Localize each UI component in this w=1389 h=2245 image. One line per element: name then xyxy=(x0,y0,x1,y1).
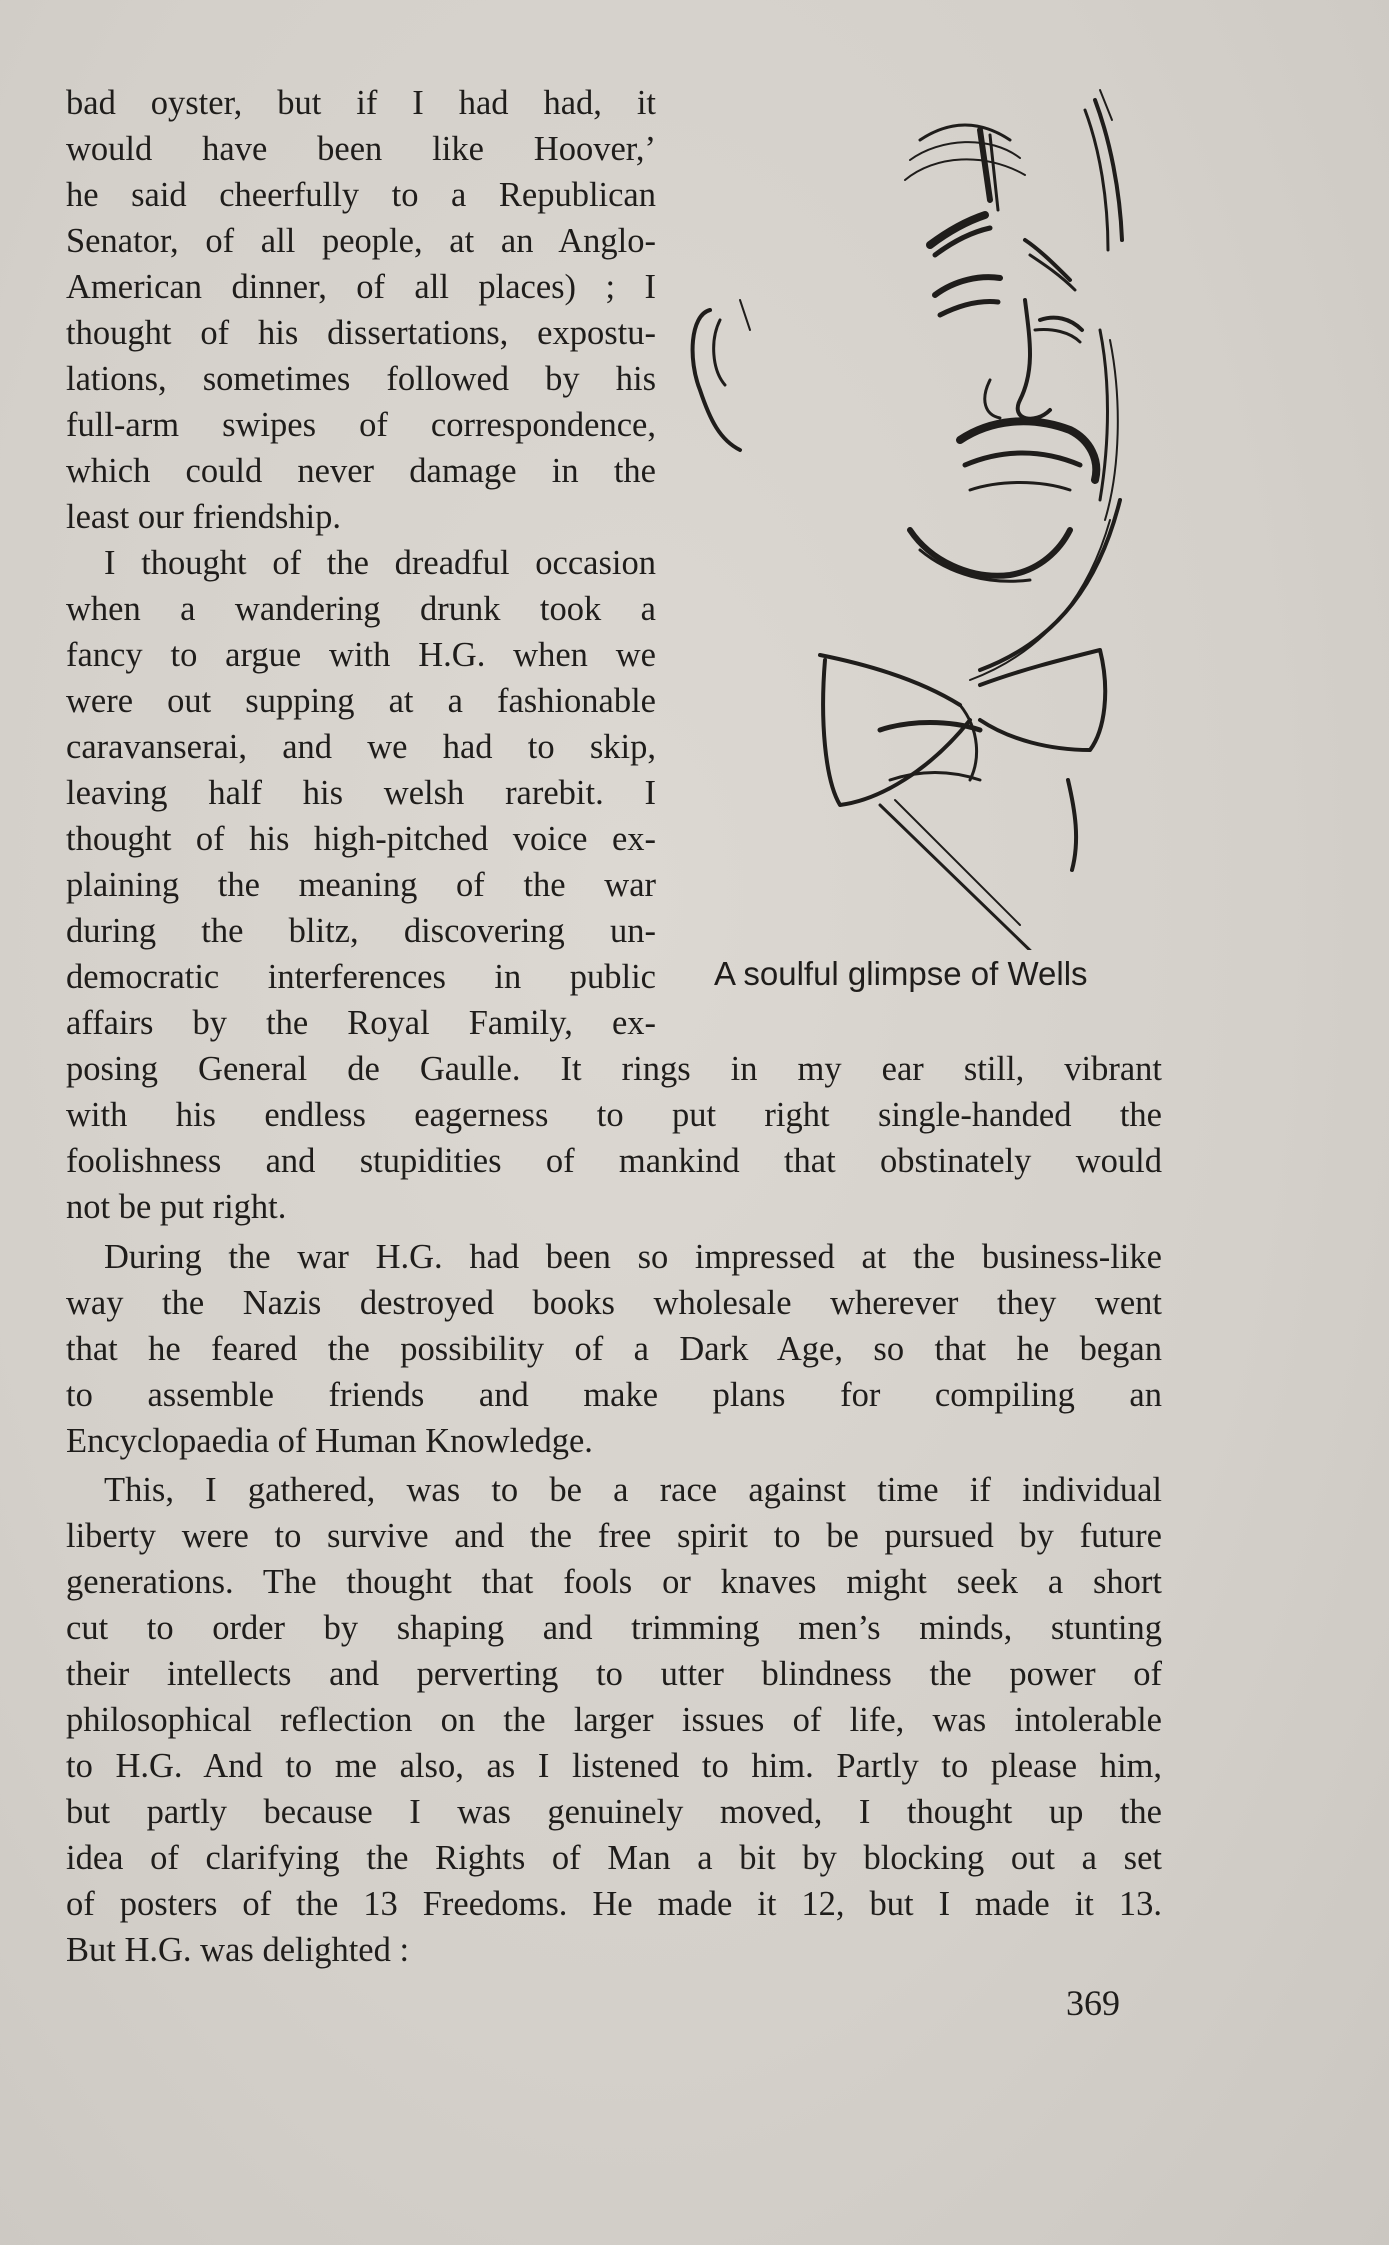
text-line: would have been like Hoover,’ xyxy=(66,130,656,168)
text-line: were out supping at a fashionable xyxy=(66,682,656,720)
text-line: But H.G. was delighted : xyxy=(66,1931,410,1969)
text-line: full-arm swipes of correspondence, xyxy=(66,406,656,444)
text-line: generations. The thought that fools or knaves might seek a short xyxy=(66,1563,1162,1601)
text-line: posing General de Gaulle. It rings in my ear still, vibrant xyxy=(66,1050,1162,1088)
text-line: but partly because I was genuinely moved, I thought up the xyxy=(66,1793,1162,1831)
page-number: 369 xyxy=(1066,1983,1120,2023)
text-line: during the blitz, discovering un- xyxy=(66,912,656,950)
text-line: way the Nazis destroyed books wholesale wherever they went xyxy=(66,1284,1162,1322)
text-line: foolishness and stupidities of mankind that obstinately would xyxy=(66,1142,1162,1180)
illustration-caption: A soulful glimpse of Wells xyxy=(714,955,1088,992)
text-line: plaining the meaning of the war xyxy=(66,866,656,904)
text-line: cut to order by shaping and trimming men’s minds, stunting xyxy=(66,1609,1162,1647)
text-line: that he feared the possibility of a Dark Age, so that he began xyxy=(66,1330,1162,1368)
caricature-sketch-icon xyxy=(680,80,1180,950)
text-line: affairs by the Royal Family, ex- xyxy=(66,1004,656,1042)
text-line: During the war H.G. had been so impressed at the business-like xyxy=(104,1238,1162,1276)
text-line: with his endless eagerness to put right single-handed the xyxy=(66,1096,1162,1134)
text-line: he said cheerfully to a Republican xyxy=(66,176,656,214)
text-line: caravanserai, and we had to skip, xyxy=(66,728,656,766)
text-line: which could never damage in the xyxy=(66,452,656,490)
text-line: when a wandering drunk took a xyxy=(66,590,656,628)
text-line: to H.G. And to me also, as I listened to him. Partly to please him, xyxy=(66,1747,1162,1785)
text-line: This, I gathered, was to be a race against time if individual xyxy=(104,1471,1162,1509)
text-line: idea of clarifying the Rights of Man a bit by blocking out a set xyxy=(66,1839,1162,1877)
text-line: to assemble friends and make plans for compiling an xyxy=(66,1376,1162,1414)
text-line: American dinner, of all places) ; I xyxy=(66,268,656,306)
text-line: not be put right. xyxy=(66,1188,287,1226)
text-line: bad oyster, but if I had had, it xyxy=(66,84,656,122)
text-line: their intellects and perverting to utter blindness the power of xyxy=(66,1655,1162,1693)
text-line: Encyclopaedia of Human Knowledge. xyxy=(66,1422,593,1460)
text-line: I thought of the dreadful occasion xyxy=(104,544,656,582)
text-line: liberty were to survive and the free spirit to be pursued by future xyxy=(66,1517,1162,1555)
text-line: thought of his high-pitched voice ex- xyxy=(66,820,656,858)
text-line: democratic interferences in public xyxy=(66,958,656,996)
text-line: Senator, of all people, at an Anglo- xyxy=(66,222,656,260)
text-line: leaving half his welsh rarebit. I xyxy=(66,774,656,812)
text-line: of posters of the 13 Freedoms. He made it 12, but I made it 13. xyxy=(66,1885,1162,1923)
text-line: philosophical reflection on the larger issues of life, was intolerable xyxy=(66,1701,1162,1739)
text-line: fancy to argue with H.G. when we xyxy=(66,636,656,674)
text-line: lations, sometimes followed by his xyxy=(66,360,656,398)
text-line: thought of his dissertations, expostu- xyxy=(66,314,656,352)
text-line: least our friendship. xyxy=(66,498,341,536)
